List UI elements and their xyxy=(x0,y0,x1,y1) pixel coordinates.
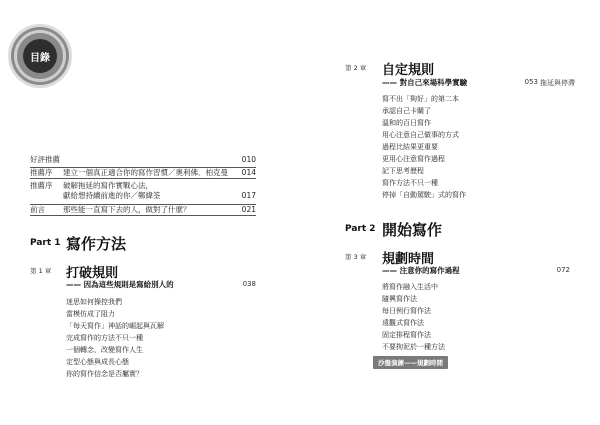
list-item[interactable]: 用心注意自己做事的方式 xyxy=(382,131,459,139)
chapter-page-note: 拖延與停滯 xyxy=(540,79,575,87)
list-item[interactable]: 一個轉念，改變寫作人生 xyxy=(66,346,143,354)
toc-row[interactable] xyxy=(30,167,256,179)
chapter-subtitle[interactable]: —— 對自己來場科學實驗 xyxy=(382,78,468,87)
row-title: 破解拖延的寫作實戰心法， xyxy=(63,181,153,190)
list-item[interactable]: 不要拘泥於一種方法 xyxy=(382,343,445,351)
chapter-label: 第 2 章 xyxy=(345,64,367,72)
row-title: 建立一個真正適合你的寫作習慣／奧利佛．柏克曼 xyxy=(63,168,228,177)
list-item[interactable]: 隨興寫作法 xyxy=(382,295,417,303)
chapter-title[interactable]: 規劃時間 xyxy=(382,252,435,267)
list-item[interactable]: 寫不出「夠好」的第二本 xyxy=(382,95,459,103)
list-item[interactable]: 更用心注意寫作過程 xyxy=(382,155,445,163)
chapter-page: 038 xyxy=(242,280,256,288)
list-item[interactable]: 承認自己卡關了 xyxy=(382,107,431,115)
right-page xyxy=(300,0,600,425)
chapter-subtitle[interactable]: —— 注意你的寫作過程 xyxy=(382,266,460,275)
list-item[interactable]: 迷思如何操控我們 xyxy=(66,298,122,306)
list-item[interactable]: 當模仿成了阻力 xyxy=(66,310,115,318)
list-item[interactable]: 定型心態與成長心態 xyxy=(66,358,129,366)
list-item[interactable]: 你的寫作信念是否屬實？ xyxy=(66,370,143,378)
row-title: 那些能一直寫下去的人，做對了什麼？ xyxy=(63,205,191,214)
chapter-label: 第 3 章 xyxy=(345,253,367,261)
toc-badge xyxy=(14,30,66,82)
sidebar-tag[interactable]: 沙盤演練——規劃時間 xyxy=(373,356,448,369)
row-page: 014 xyxy=(241,168,256,177)
part-label: Part 2 xyxy=(345,224,376,234)
list-item[interactable]: 溫和的百日寫作 xyxy=(382,119,431,127)
list-item[interactable]: 每日例行寫作法 xyxy=(382,307,431,315)
part-title: 寫作方法 xyxy=(66,235,127,253)
list-item[interactable]: 完成寫作的方法不只一種 xyxy=(66,334,143,342)
part-title: 開始寫作 xyxy=(382,221,443,239)
toc-badge-label: 目錄 xyxy=(30,52,50,64)
list-item[interactable]: 固定排程寫作法 xyxy=(382,331,431,339)
row-page: 010 xyxy=(241,155,256,164)
row-label: 推薦序 xyxy=(30,181,53,190)
toc-row[interactable] xyxy=(30,155,256,165)
row-label: 推薦序 xyxy=(30,168,53,177)
toc-row[interactable] xyxy=(30,204,256,216)
chapter-page: 053 xyxy=(524,78,538,86)
chapter-label: 第 1 章 xyxy=(30,267,52,275)
row-label: 好評推薦 xyxy=(30,155,60,164)
row-label: 前言 xyxy=(30,205,45,214)
list-item[interactable]: 停掉「自動駕駛」式的寫作 xyxy=(382,191,466,199)
part-label: Part 1 xyxy=(30,238,61,248)
list-item[interactable]: 將寫作融入生活中 xyxy=(382,283,438,291)
row-title-line2: 獻給想持續前進的你／鄭緯筌 xyxy=(63,191,161,200)
toc-row[interactable] xyxy=(30,181,256,201)
toc-badge-inner xyxy=(23,39,57,73)
chapter-page: 072 xyxy=(556,266,570,274)
chapter-subtitle[interactable]: —— 因為這些規則是寫給別人的 xyxy=(66,280,174,289)
row-page: 021 xyxy=(241,205,256,214)
list-item[interactable]: 「每天寫作」神話的崛起與瓦解 xyxy=(66,322,164,330)
list-item[interactable]: 過程比結果更重要 xyxy=(382,143,438,151)
list-item[interactable]: 遠觀式寫作法 xyxy=(382,319,424,327)
row-page: 017 xyxy=(241,191,256,200)
chapter-title[interactable]: 自定規則 xyxy=(382,63,435,78)
chapter-title[interactable]: 打破規則 xyxy=(66,266,119,281)
list-item[interactable]: 記下思考歷程 xyxy=(382,167,424,175)
list-item[interactable]: 寫作方法不只一種 xyxy=(382,179,438,187)
